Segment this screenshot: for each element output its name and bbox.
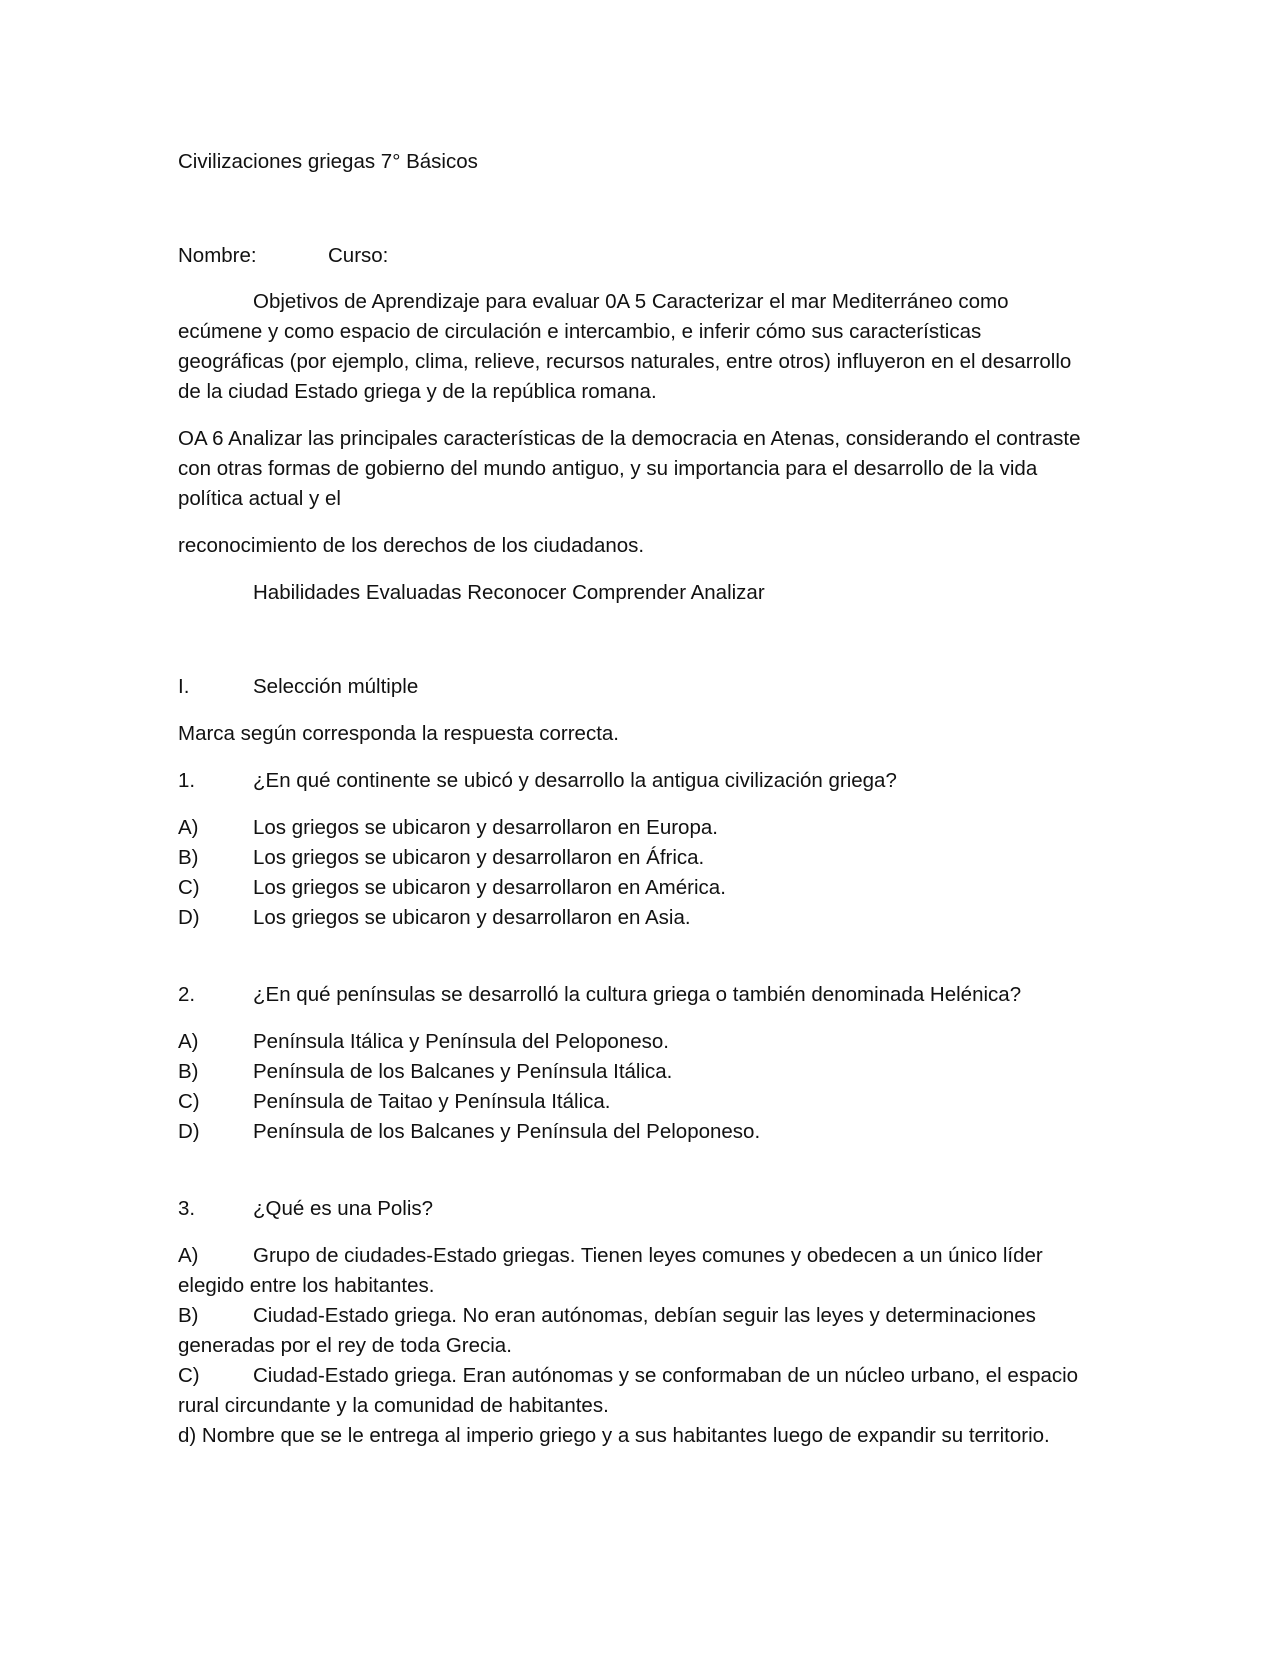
option-text-wrap: elegido entre los habitantes. (178, 1274, 435, 1297)
objectives-line: Objetivos de Aprendizaje para evaluar 0A 5 Caracterizar el mar Mediterráneo como (253, 290, 1009, 313)
option-text: Ciudad-Estado griega. No eran autónomas, debían seguir las leyes y determinaciones (253, 1304, 1036, 1327)
option-letter: B) (178, 1060, 199, 1083)
option-text: Los griegos se ubicaron y desarrollaron en Europa. (253, 816, 718, 839)
option-letter: D) (178, 906, 200, 929)
question-text: ¿Qué es una Polis? (253, 1197, 434, 1220)
option-letter: C) (178, 1090, 200, 1113)
option-last: d) Nombre que se le entrega al imperio griego y a sus habitantes luego de expandir su territorio. (178, 1424, 1050, 1447)
objectives-line: de la ciudad Estado griega y de la república romana. (178, 380, 657, 403)
oa6-continuation: reconocimiento de los derechos de los ciudadanos. (178, 534, 645, 557)
option-letter: B) (178, 846, 199, 869)
option-text: Península Itálica y Península del Peloponeso. (253, 1030, 669, 1053)
question-text: ¿En qué continente se ubicó y desarrollo la antigua civilización griega? (253, 769, 897, 792)
option-text: Península de Taitao y Península Itálica. (253, 1090, 611, 1113)
question-number: 1. (178, 769, 196, 792)
option-text: Península de los Balcanes y Península Itálica. (253, 1060, 673, 1083)
option-letter: A) (178, 1030, 199, 1053)
option-text-wrap: rural circundante y la comunidad de habitantes. (178, 1394, 609, 1417)
option-letter: B) (178, 1304, 199, 1327)
section-title: Selección múltiple (253, 675, 419, 698)
option-letter: C) (178, 876, 200, 899)
option-text-wrap: generadas por el rey de toda Grecia. (178, 1334, 512, 1357)
option-text: Los griegos se ubicaron y desarrollaron en África. (253, 846, 705, 869)
option-text: Grupo de ciudades-Estado griegas. Tienen leyes comunes y obedecen a un único líder (253, 1244, 1043, 1267)
skills-line: Habilidades Evaluadas Reconocer Comprender Analizar (253, 581, 765, 604)
option-letter: D) (178, 1120, 200, 1143)
option-text: Los griegos se ubicaron y desarrollaron en América. (253, 876, 726, 899)
name-label: Nombre: (178, 244, 257, 267)
option-text: Ciudad-Estado griega. Eran autónomas y se conformaban de un núcleo urbano, el espacio (253, 1364, 1079, 1387)
objectives-line: geográficas (por ejemplo, clima, relieve, recursos naturales, entre otros) influyeron en el desarrollo (178, 350, 1072, 373)
document-title: Civilizaciones griegas 7° Básicos (178, 150, 478, 173)
question-number: 3. (178, 1197, 196, 1220)
option-letter: A) (178, 1244, 199, 1267)
option-text: Los griegos se ubicaron y desarrollaron en Asia. (253, 906, 691, 929)
oa6-line: OA 6 Analizar las principales características de la democracia en Atenas, considerando el contraste (178, 427, 1081, 450)
question-text: ¿En qué penínsulas se desarrolló la cultura griega o también denominada Helénica? (253, 983, 1022, 1006)
objectives-line: ecúmene y como espacio de circulación e intercambio, e inferir cómo sus características (178, 320, 982, 343)
question-number: 2. (178, 983, 196, 1006)
option-letter: C) (178, 1364, 200, 1387)
option-text: Península de los Balcanes y Península del Peloponeso. (253, 1120, 761, 1143)
oa6-line: política actual y el (178, 487, 341, 510)
oa6-line: con otras formas de gobierno del mundo antiguo, y su importancia para el desarrollo de la vida (178, 457, 1038, 480)
option-letter: A) (178, 816, 199, 839)
course-label: Curso: (328, 244, 389, 267)
section-instruction: Marca según corresponda la respuesta correcta. (178, 722, 619, 745)
section-number: I. (178, 675, 190, 698)
